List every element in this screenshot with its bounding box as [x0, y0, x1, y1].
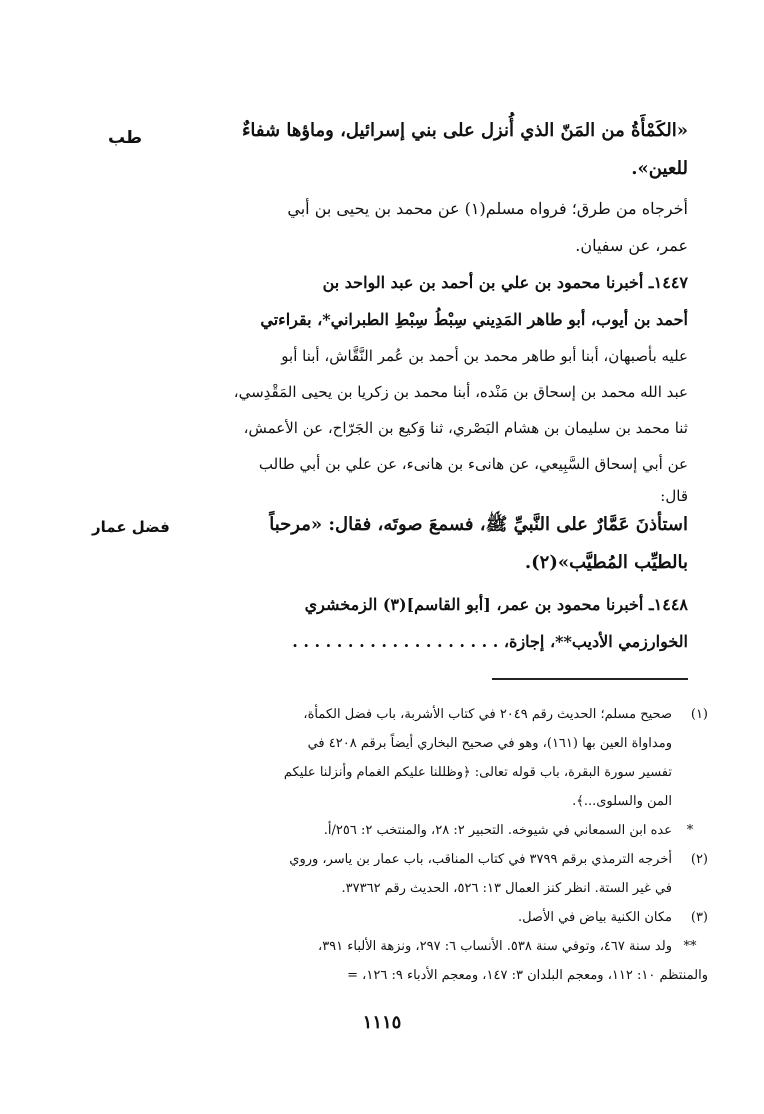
- text-line: للعين».: [631, 158, 688, 179]
- text-line: ثنا محمد بن سليمان بن هشام البَصْري، ثنا وَكيع بن الجَرّاح، عن الأعمش،: [243, 419, 688, 437]
- footnote-2: [168, 845, 708, 903]
- isnad-1447-heading: [168, 264, 688, 338]
- text-line: ١٤٤٧ـ أخبرنا محمود بن علي بن أحمد بن عبد الواحد بن: [322, 273, 688, 292]
- footnote-star-1: [168, 816, 708, 845]
- text-line: «الكَمْأَةُ من المَنّ الذي أُنزل على بني إسرائيل، وماؤها شفاءٌ: [241, 120, 688, 141]
- text-line: الخوارزمي الأديب**، إجازة، . . . . . . . . . . . . . . . . . . .: [292, 632, 688, 651]
- footnote-number: (١): [690, 707, 708, 722]
- text-line: بالطيِّب المُطيَّب»(٢).: [524, 552, 688, 573]
- text-line: عبد الله محمد بن إسحاق بن مَنْده، أبنا محمد بن زكريا بن يحيى المَقْدِسي،: [233, 383, 688, 401]
- footnote-1: [168, 700, 708, 816]
- text-line: في غير الستة. انظر كنز العمال ١٣: ٥٢٦، الحديث رقم ٣٧٣٦٢.: [341, 881, 672, 896]
- text-line: [168, 903, 708, 932]
- footnote-text: عده ابن السمعاني في شيوخه. التحبير ٢: ٢٨، والمنتخب ٢: ٢٥٦/أ.: [323, 823, 672, 838]
- page-number: ١١١٥: [362, 1012, 402, 1033]
- text-line: تفسير سورة البقرة، باب قوله تعالى: ﴿وظللنا عليكم الغمام وأنزلنا عليكم: [283, 765, 672, 780]
- footnotes: [168, 700, 708, 990]
- text-line: أخرجاه من طرق؛ فرواه مسلم(١) عن محمد بن يحيى بن أبي: [287, 199, 688, 218]
- text-line: استأذنَ عَمَّارٌ على النَّبيِّ ﷺ، فسمعَ صوتَه، فقال: «مرحباً: [269, 514, 688, 535]
- text-line: عن أبي إسحاق السَّبِيعي، عن هانىء بن هانىء، عن علي بن أبي طالب: [258, 455, 688, 473]
- text-line: المن والسلوى...﴾.: [572, 794, 672, 809]
- footnote-number: (٣): [690, 910, 708, 925]
- text-line: والمنتظم ١٠: ١١٢، ومعجم البلدان ٣: ١٤٧، ومعجم الأدباء ٩: ١٢٦، =: [347, 968, 708, 983]
- text-line: [168, 845, 708, 874]
- text-line: ١٤٤٨ـ أخبرنا محمود بن عمر، [أبو القاسم](٣) الزمخشري: [304, 595, 688, 614]
- takhrij-paragraph: [168, 190, 688, 264]
- text-line: [168, 700, 708, 729]
- text-line: عمر، عن سفيان.: [575, 236, 688, 255]
- isnad-1447-chain: [168, 338, 688, 510]
- margin-label-tibb: طب: [108, 128, 143, 148]
- text-line: [168, 932, 708, 961]
- footnote-star-2: [168, 932, 708, 990]
- footnote-mark: *: [686, 823, 694, 838]
- footnote-text: أخرجه الترمذي برقم ٣٧٩٩ في كتاب المناقب، باب عمار بن ياسر، وروي: [289, 852, 672, 867]
- footnote-text: صحيح مسلم؛ الحديث رقم ٢٠٤٩ في كتاب الأشربة، باب فضل الكمأة،: [303, 707, 672, 722]
- hadith-kamaa: [168, 112, 688, 188]
- text-line: أحمد بن أيوب، أبو طاهر المَدِيني سِبْطُ سِبْطِ الطبراني*، بقراءتي: [260, 310, 688, 329]
- text-line: [168, 816, 708, 845]
- hadith-ammar: [168, 506, 688, 582]
- text-line: ومداواة العين بها (١٦١)، وهو في صحيح البخاري أيضاً برقم ٤٢٠٨ في: [307, 736, 672, 751]
- text-line: عليه بأصبهان، أبنا أبو طاهر محمد بن أحمد بن عُمر النَّقَّاش، أبنا أبو: [281, 347, 688, 365]
- footnote-text: ولد سنة ٤٦٧، وتوفي سنة ٥٣٨. الأنساب ٦: ٢٩٧، ونزهة الألباء ٣٩١،: [317, 939, 672, 954]
- footnote-3: [168, 903, 708, 932]
- margin-label-fadl-ammar: فضل عمار: [92, 518, 170, 536]
- footnote-mark: **: [683, 939, 697, 954]
- text-line: قال:: [660, 487, 688, 505]
- isnad-1448: [168, 586, 688, 660]
- footnote-separator: [492, 678, 688, 680]
- footnote-text: مكان الكنية بياض في الأصل.: [517, 910, 672, 925]
- footnote-number: (٢): [690, 852, 708, 867]
